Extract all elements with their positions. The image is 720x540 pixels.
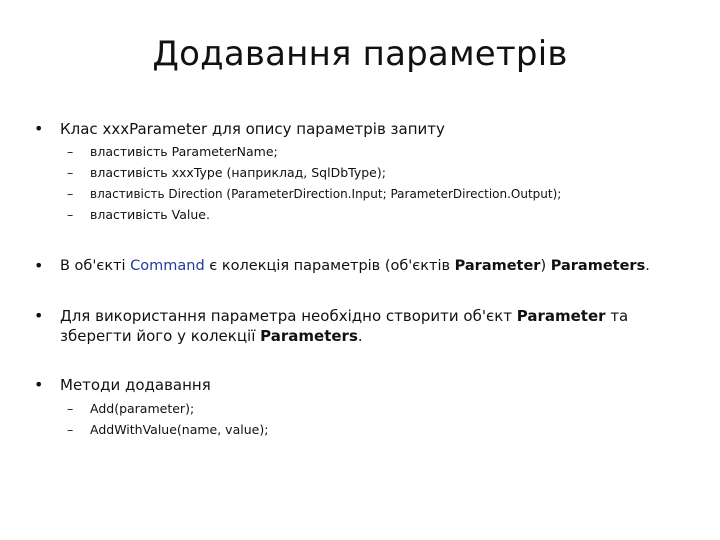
parameter-keyword: Parameter [516,307,606,325]
text-run: ) [540,258,551,274]
bullet-item [34,375,684,395]
sub-item [67,186,687,202]
parameters-keyword: Parameters [260,327,358,345]
sub-item [67,165,687,181]
sub-item [67,144,687,160]
text-run: . [357,327,363,345]
sub-item-text: властивість xxxType (наприклад, SqlDbType); [90,165,386,180]
sub-item-text: AddWithValue(name, value); [90,422,269,437]
bullet-item [34,306,684,346]
sub-item-text: властивість Direction (ParameterDirection.Input; ParameterDirection.Output); [90,187,562,201]
command-keyword: Command [130,258,205,274]
bullet-item [34,256,684,276]
bullet-text: Методи додавання [60,376,211,394]
slide-title: Додавання параметрів [152,34,568,74]
text-run: Для використання параметра необхідно створити об'єкт [60,307,517,325]
bullet-marker: • [34,306,44,325]
sub-item-marker: – [67,186,74,201]
sub-item-marker: – [67,401,74,416]
parameters-keyword: Parameters [550,258,646,274]
sub-item-marker: – [67,207,74,222]
bullet-marker: • [34,119,44,138]
text-run: В об'єкті [60,258,131,274]
bullet-marker: • [34,375,44,394]
sub-item [67,422,687,438]
text-run: є колекція параметрів (об'єктів [204,258,455,274]
sub-item-marker: – [67,422,74,437]
bullet-text [60,256,684,276]
sub-item-text: властивість ParameterName; [90,144,278,159]
sub-item-marker: – [67,165,74,180]
sub-item [67,207,687,223]
sub-item-text: властивість Value. [90,207,210,222]
sub-item-marker: – [67,144,74,159]
parameter-keyword: Parameter [454,258,541,274]
bullet-text [60,306,660,346]
bullet-item [34,119,684,139]
sub-item [67,401,687,417]
bullet-text: Клас xxxParameter для опису параметрів запиту [60,120,445,138]
text-run: . [645,258,650,274]
bullet-marker: • [34,256,44,275]
text-run: та зберегти його у колекції [60,307,629,345]
sub-item-text: Add(parameter); [90,401,195,416]
